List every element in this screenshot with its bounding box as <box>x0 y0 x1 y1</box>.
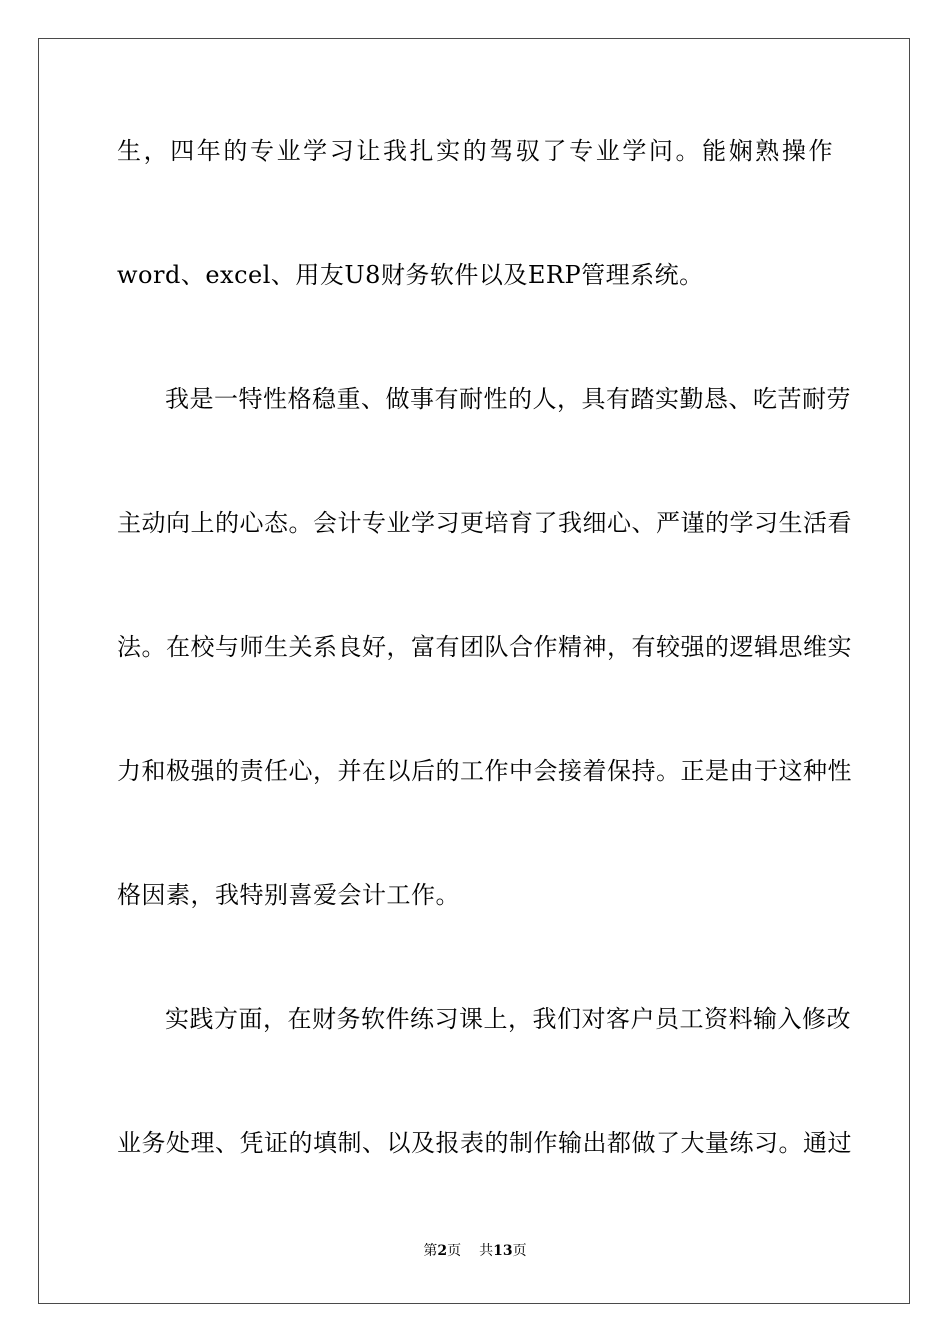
text-line-8: 实践方面，在财务软件练习课上，我们对客户员工资料输入修改 <box>165 1005 851 1033</box>
text-line-1: 生，四年的专业学习让我扎实的驾驭了专业学问。能娴熟操作 <box>117 137 833 165</box>
page-border <box>38 38 910 1304</box>
text-line-2: word、excel、用友U8财务软件以及ERP管理系统。 <box>117 261 704 289</box>
page-suffix: 页 <box>447 1243 462 1259</box>
text-line-6: 力和极强的责任心，并在以后的工作中会接着保持。正是由于这种性 <box>117 757 852 785</box>
text-line-3: 我是一特性格稳重、做事有耐性的人，具有踏实勤恳、吃苦耐劳 <box>165 385 851 413</box>
total-prefix: 共 <box>479 1243 494 1259</box>
page-number: 2 <box>437 1243 448 1259</box>
text-line-5: 法。在校与师生关系良好，富有团队合作精神，有较强的逻辑思维实 <box>117 633 852 661</box>
total-suffix: 页 <box>512 1243 527 1259</box>
total-pages: 13 <box>493 1243 513 1259</box>
text-line-9: 业务处理、凭证的填制、以及报表的制作输出都做了大量练习。通过 <box>117 1129 852 1157</box>
page-footer <box>0 1242 950 1260</box>
text-line-7: 格因素，我特别喜爱会计工作。 <box>117 881 460 909</box>
page-prefix: 第 <box>423 1243 438 1259</box>
text-line-4: 主动向上的心态。会计专业学习更培育了我细心、严谨的学习生活看 <box>117 509 852 537</box>
